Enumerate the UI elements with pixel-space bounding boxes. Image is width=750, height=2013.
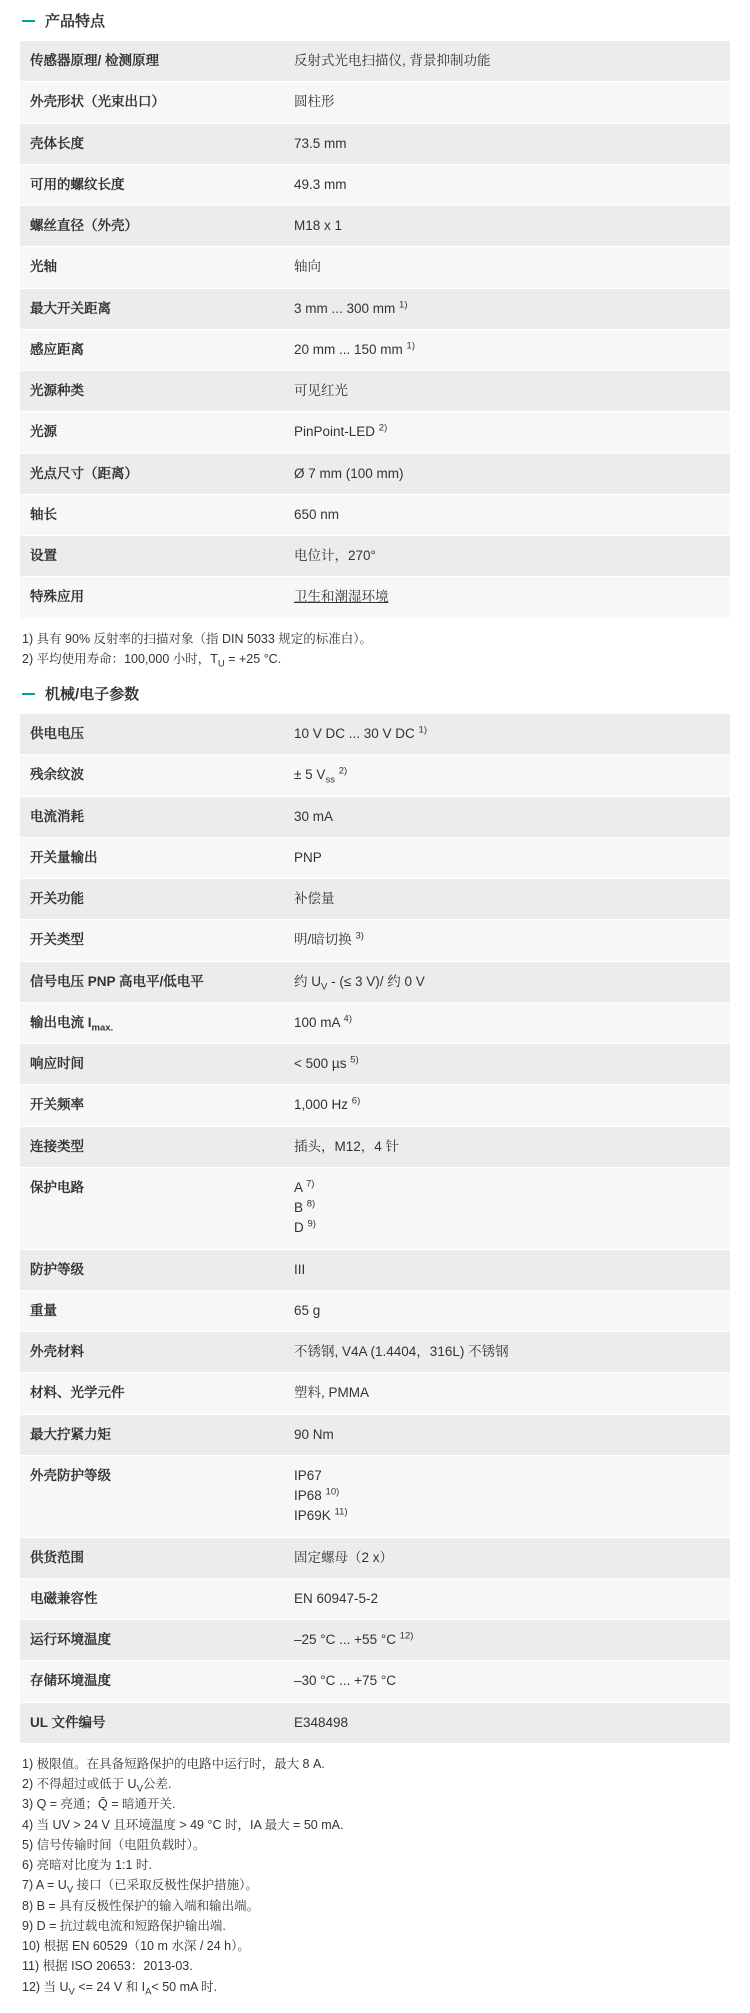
table-row	[20, 796, 730, 837]
table-row	[20, 1578, 730, 1619]
spec-key: 光源	[20, 412, 280, 453]
table-row	[20, 288, 730, 329]
table-row	[20, 1537, 730, 1578]
spec-key: 最大拧紧力矩	[20, 1414, 280, 1455]
table-row	[20, 412, 730, 453]
section-header[interactable]	[20, 673, 730, 714]
table-row	[20, 961, 730, 1002]
spec-value: 90 Nm	[280, 1414, 730, 1455]
table-row	[20, 1661, 730, 1702]
spec-value: EN 60947-5-2	[280, 1578, 730, 1619]
spec-key: 供电电压	[20, 714, 280, 755]
spec-key: 特殊应用	[20, 577, 280, 618]
spec-value: 73.5 mm	[280, 123, 730, 164]
footnotes: 1) 极限值。在具备短路保护的电路中运行时，最大 8 A. 2) 不得超过或低于 $U_V$公差. 3) Q = 亮通；Q̄ = 暗通开关. 4) 当 UV > 24 V 且环境温度 > 49 °C 时，IA 最大 = 50 mA. 5) 信号传输时间（电阻负载时）。 6) 亮暗对比度为 1:1 时. 7) $A = U_V$ 接口（已采取反极性保护措施）。 8) B = 具有反极性保护的输入端和输出端。 9) D = 抗过载电流和短路保护输出端. 10) 根据 EN 60529（10 m 水深 / 24 h）。 11) 根据 ISO 20653：2013-03. 12) 当 $U_V <= 24$ V 和 $I_A< 50$ mA 时.	[22, 1756, 344, 1997]
table-row	[20, 1002, 730, 1043]
spec-value: 可见红光	[280, 371, 730, 412]
table-row	[20, 1085, 730, 1126]
spec-key: 传感器原理/ 检测原理	[20, 41, 280, 82]
spec-value: IP67 IP68 $^{10)}$ IP69K $^{11)}$	[280, 1455, 730, 1537]
table-row	[20, 123, 730, 164]
spec-key: 开关频率	[20, 1085, 280, 1126]
spec-table	[20, 714, 730, 1744]
spec-key: 电磁兼容性	[20, 1578, 280, 1619]
spec-value: –25 °C ... +55 °C $^{12)}$	[280, 1620, 730, 1661]
table-row	[20, 82, 730, 123]
spec-key: 外壳形状（光束出口）	[20, 82, 280, 123]
spec-key: 光点尺寸（距离）	[20, 453, 280, 494]
spec-value: 100 mA $^{4)}$	[280, 1002, 730, 1043]
table-row	[20, 247, 730, 288]
spec-value: 约 $U_V$ - (≤ 3 V)/ 约 0 V	[280, 961, 730, 1002]
spec-value: Ø 7 mm (100 mm)	[280, 453, 730, 494]
table-row	[20, 536, 730, 577]
table-row	[20, 920, 730, 961]
table-row	[20, 755, 730, 796]
footnotes: 1) 具有 90% 反射率的扫描对象（指 DIN 5033 规定的标准白）。 2) 平均使用寿命：100,000 小时，$T_U = +25$ °C.	[22, 631, 373, 670]
spec-key: 材料、光学元件	[20, 1373, 280, 1414]
spec-key: 轴长	[20, 494, 280, 535]
section-title: 产品特点	[45, 13, 106, 30]
spec-key: 连接类型	[20, 1126, 280, 1167]
table-row	[20, 453, 730, 494]
spec-value: 插头，M12，4 针	[280, 1126, 730, 1167]
spec-value: 1,000 Hz $^{6)}$	[280, 1085, 730, 1126]
spec-value: 电位计，270°	[280, 536, 730, 577]
spec-key: 螺丝直径（外壳）	[20, 206, 280, 247]
spec-key: 可用的螺纹长度	[20, 164, 280, 205]
spec-key: 设置	[20, 536, 280, 577]
table-row	[20, 1167, 730, 1249]
table-row	[20, 1414, 730, 1455]
table-row	[20, 1702, 730, 1743]
spec-value: 补偿量	[280, 879, 730, 920]
spec-value: III	[280, 1249, 730, 1290]
spec-value: 3 mm ... 300 mm $^{1)}$	[280, 288, 730, 329]
spec-key: 最大开关距离	[20, 288, 280, 329]
spec-value: PinPoint-LED $^{2)}$	[280, 412, 730, 453]
spec-value: 30 mA	[280, 796, 730, 837]
spec-section	[20, 673, 730, 2001]
spec-value: 圆柱形	[280, 82, 730, 123]
spec-key: 感应距离	[20, 329, 280, 370]
spec-key: 开关功能	[20, 879, 280, 920]
collapse-dash-icon[interactable]	[22, 20, 35, 22]
spec-key: 光轴	[20, 247, 280, 288]
spec-key: 光源种类	[20, 371, 280, 412]
spec-value: 塑料, PMMA	[280, 1373, 730, 1414]
sections-root	[20, 0, 730, 2001]
spec-key: 残余纹波	[20, 755, 280, 796]
spec-value: 反射式光电扫描仪, 背景抑制功能	[280, 41, 730, 82]
spec-section	[20, 0, 730, 673]
spec-key: UL 文件编号	[20, 1702, 280, 1743]
table-row	[20, 714, 730, 755]
table-row	[20, 577, 730, 618]
spec-key: 开关量输出	[20, 837, 280, 878]
spec-value: 不锈钢, V4A (1.4404，316L) 不锈钢	[280, 1332, 730, 1373]
spec-value: A $^{7)}$ B $^{8)}$ D $^{9)}$	[280, 1167, 730, 1249]
spec-key: 信号电压 PNP 高电平/低电平	[20, 961, 280, 1002]
spec-value: M18 x 1	[280, 206, 730, 247]
section-header[interactable]	[20, 0, 730, 41]
spec-key: 外壳防护等级	[20, 1455, 280, 1537]
spec-value: 650 nm	[280, 494, 730, 535]
spec-value: ± 5 $V_{ss}$ $^{2)}$	[280, 755, 730, 796]
table-row	[20, 1249, 730, 1290]
spec-value: < 500 µs $^{5)}$	[280, 1044, 730, 1085]
spec-key: 保护电路	[20, 1167, 280, 1249]
spec-key: 重量	[20, 1290, 280, 1331]
collapse-dash-icon[interactable]	[22, 693, 35, 695]
spec-key: 输出电流 $I_{max.}$	[20, 1002, 280, 1043]
spec-key: 外壳材料	[20, 1332, 280, 1373]
spec-key: 开关类型	[20, 920, 280, 961]
table-row	[20, 1332, 730, 1373]
spec-key: 防护等级	[20, 1249, 280, 1290]
table-row	[20, 329, 730, 370]
table-row	[20, 1290, 730, 1331]
spec-value: 10 V DC ... 30 V DC $^{1)}$	[280, 714, 730, 755]
spec-value: 65 g	[280, 1290, 730, 1331]
table-row	[20, 1373, 730, 1414]
table-row	[20, 164, 730, 205]
section-title: 机械/电子参数	[45, 686, 140, 703]
table-row	[20, 41, 730, 82]
spec-value: E348498	[280, 1702, 730, 1743]
spec-value: PNP	[280, 837, 730, 878]
spec-key: 电流消耗	[20, 796, 280, 837]
spec-key: 壳体长度	[20, 123, 280, 164]
spec-value: 卫生和潮湿环境	[280, 577, 730, 618]
spec-key: 供货范围	[20, 1537, 280, 1578]
spec-value: 明/暗切换 $^{3)}$	[280, 920, 730, 961]
table-row	[20, 837, 730, 878]
table-row	[20, 1126, 730, 1167]
spec-value: 固定螺母（2 x）	[280, 1537, 730, 1578]
spec-value: 20 mm ... 150 mm $^{1)}$	[280, 329, 730, 370]
spec-key: 运行环境温度	[20, 1620, 280, 1661]
table-row	[20, 1044, 730, 1085]
spec-key: 存储环境温度	[20, 1661, 280, 1702]
table-row	[20, 879, 730, 920]
table-row	[20, 1455, 730, 1537]
spec-table	[20, 41, 730, 619]
spec-key: 响应时间	[20, 1044, 280, 1085]
table-row	[20, 1620, 730, 1661]
table-row	[20, 494, 730, 535]
spec-value: 49.3 mm	[280, 164, 730, 205]
spec-value: 轴向	[280, 247, 730, 288]
table-row	[20, 371, 730, 412]
table-row	[20, 206, 730, 247]
spec-value: –30 °C ... +75 °C	[280, 1661, 730, 1702]
